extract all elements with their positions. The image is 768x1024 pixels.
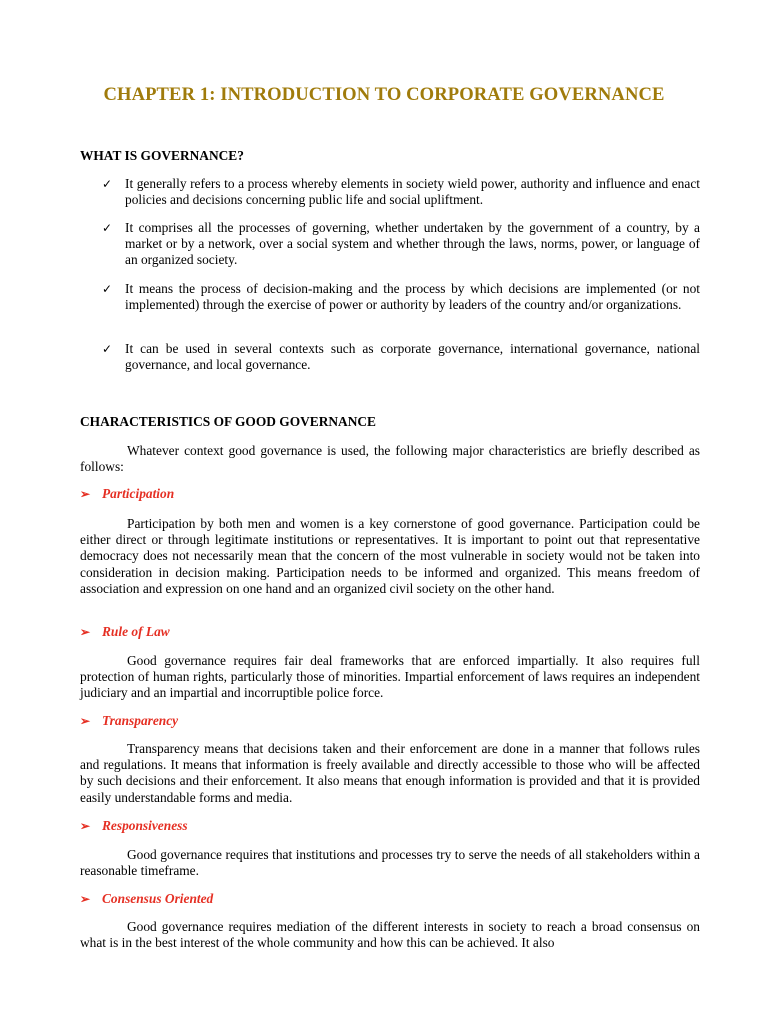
subheading-label: Rule of Law: [102, 624, 170, 639]
bullet-text: It can be used in several contexts such as corporate governance, international governance, national governance, and local governance.: [125, 341, 700, 373]
subheading-label: Responsiveness: [102, 818, 188, 833]
section-heading-characteristics: CHARACTERISTICS OF GOOD GOVERNANCE: [80, 414, 376, 429]
list-item: [80, 220, 700, 269]
check-icon: ✓: [102, 342, 113, 356]
subheading-transparency: [80, 713, 178, 729]
paragraph-consensus-oriented: Good governance requires mediation of the different interests in society to reach a broad consensus on what is in the best interest of the whole community and how this can be achieved. It also: [80, 919, 700, 951]
check-icon: ✓: [102, 221, 113, 235]
subheading-label: Transparency: [102, 713, 179, 728]
arrow-right-icon: ➢: [80, 625, 91, 639]
check-icon: ✓: [102, 282, 113, 296]
intro-paragraph: Whatever context good governance is used, the following major characteristics are briefly described as follows:: [80, 443, 700, 475]
arrow-right-icon: ➢: [80, 819, 91, 833]
subheading-label: Participation: [102, 486, 175, 501]
list-item: [80, 341, 700, 373]
bullet-text: It comprises all the processes of governing, whether undertaken by the government of a country, by a market or by a network, over a social system and whether through the laws, norms, power, or language of an organized society.: [125, 220, 700, 268]
subheading-rule-of-law: [80, 624, 170, 640]
arrow-right-icon: ➢: [80, 714, 91, 728]
chapter-title: CHAPTER 1: INTRODUCTION TO CORPORATE GOVERNANCE: [103, 84, 665, 105]
paragraph-responsiveness: Good governance requires that institutions and processes try to serve the needs of all stakeholders within a reasonable timeframe.: [80, 847, 700, 879]
section-heading-what-is-governance: WHAT IS GOVERNANCE?: [80, 148, 244, 163]
arrow-right-icon: ➢: [80, 892, 91, 906]
arrow-right-icon: ➢: [80, 487, 91, 501]
subheading-label: Consensus Oriented: [102, 891, 214, 906]
paragraph-rule-of-law: Good governance requires fair deal frameworks that are enforced impartially. It also requires full protection of human rights, particularly those of minorities. Impartial enforcement of laws requires an independent judiciary and an impartial and incorruptible police force.: [80, 653, 700, 701]
list-item: [80, 281, 700, 313]
paragraph-transparency: Transparency means that decisions taken and their enforcement are done in a manner that follows rules and regulations. It means that information is freely available and directly accessible to those who will be affected by such decisions and their enforcement. It also means that enough information is provided and that it is provided easily understandable forms and media.: [80, 741, 700, 805]
bullet-text: It means the process of decision-making and the process by which decisions are implemented (or not implemented) through the exercise of power or authority by leaders of the country and/or organizations.: [125, 281, 700, 313]
subheading-participation: [80, 486, 174, 502]
subheading-responsiveness: [80, 818, 188, 834]
paragraph-participation: Participation by both men and women is a key cornerstone of good governance. Participation could be either direct or through legitimate institutions or representatives. It is important to point out that representative democracy does not necessarily mean that the concern of the most vulnerable in society would not be taken into consideration in decision making. Participation needs to be informed and organized. This means freedom of association and expression on one hand and an organized civil society on the other hand.: [80, 516, 700, 596]
list-item: [80, 176, 700, 208]
subheading-consensus-oriented: [80, 891, 213, 907]
check-icon: ✓: [102, 177, 113, 191]
bullet-text: It generally refers to a process whereby elements in society wield power, authority and influence and enact policies and decisions concerning public life and social upliftment.: [125, 176, 700, 208]
